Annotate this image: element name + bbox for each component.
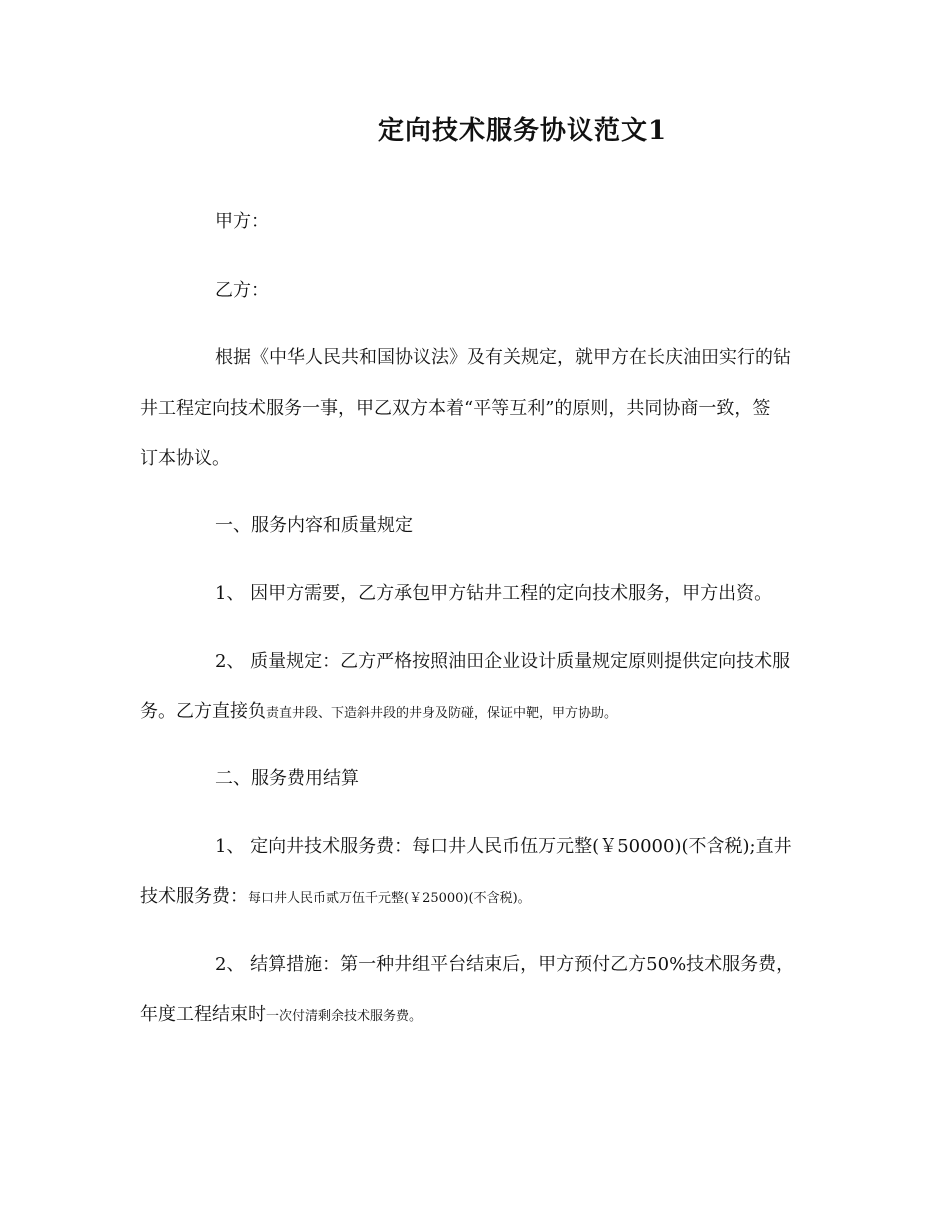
intro-line-3: 订本协议。 <box>140 448 230 469</box>
section-2-item-2-line-2-small: 一次付清剩余技术服务费。 <box>266 1009 423 1024</box>
intro-line-1: 根据《中华人民共和国协议法》及有关规定，就甲方在长庆油田实行的钻 <box>215 347 791 368</box>
section-2-item-2-line-1: 2、 结算措施：第一种井组平台结束后，甲方预付乙方50%技术服务费， <box>215 954 795 975</box>
section-1-heading: 一、服务内容和质量规定 <box>215 515 413 536</box>
section-2-item-1-line-1: 1、 定向井技术服务费：每口井人民币伍万元整(￥50000)(不含税);直井 <box>215 836 792 857</box>
section-1-item-1: 1、 因甲方需要，乙方承包甲方钻井工程的定向技术服务，甲方出资。 <box>215 583 773 604</box>
section-2-item-1-line-2-large: 技术服务费： <box>140 886 248 907</box>
section-1-item-2-line-1: 2、 质量规定：乙方严格按照油田企业设计质量规定原则提供定向技术服 <box>215 651 791 672</box>
section-2-item-2-line-2 <box>140 1001 820 1031</box>
section-2-heading: 二、服务费用结算 <box>215 768 359 789</box>
document-title: 定向技术服务协议范文1 <box>377 116 668 146</box>
intro-line-2: 井工程定向技术服务一事，甲乙双方本着“平等互利”的原则，共同协商一致，签 <box>140 398 771 419</box>
section-2-item-2-line-2-large: 年度工程结束时 <box>140 1004 266 1025</box>
party-a-label: 甲方： <box>215 211 269 232</box>
section-2-item-1-line-2-small: 每口井人民币贰万伍千元整(￥25000)(不含税)。 <box>248 891 531 906</box>
section-1-item-2-line-2-small: 责直井段、下造斜井段的井身及防碰，保证中靶，甲方协助。 <box>266 706 618 721</box>
section-1-item-2-line-2 <box>140 698 820 728</box>
section-2-item-1-line-2 <box>140 883 820 913</box>
party-b-label: 乙方： <box>215 280 269 301</box>
section-1-item-2-line-2-large: 务。乙方直接负 <box>140 701 266 722</box>
